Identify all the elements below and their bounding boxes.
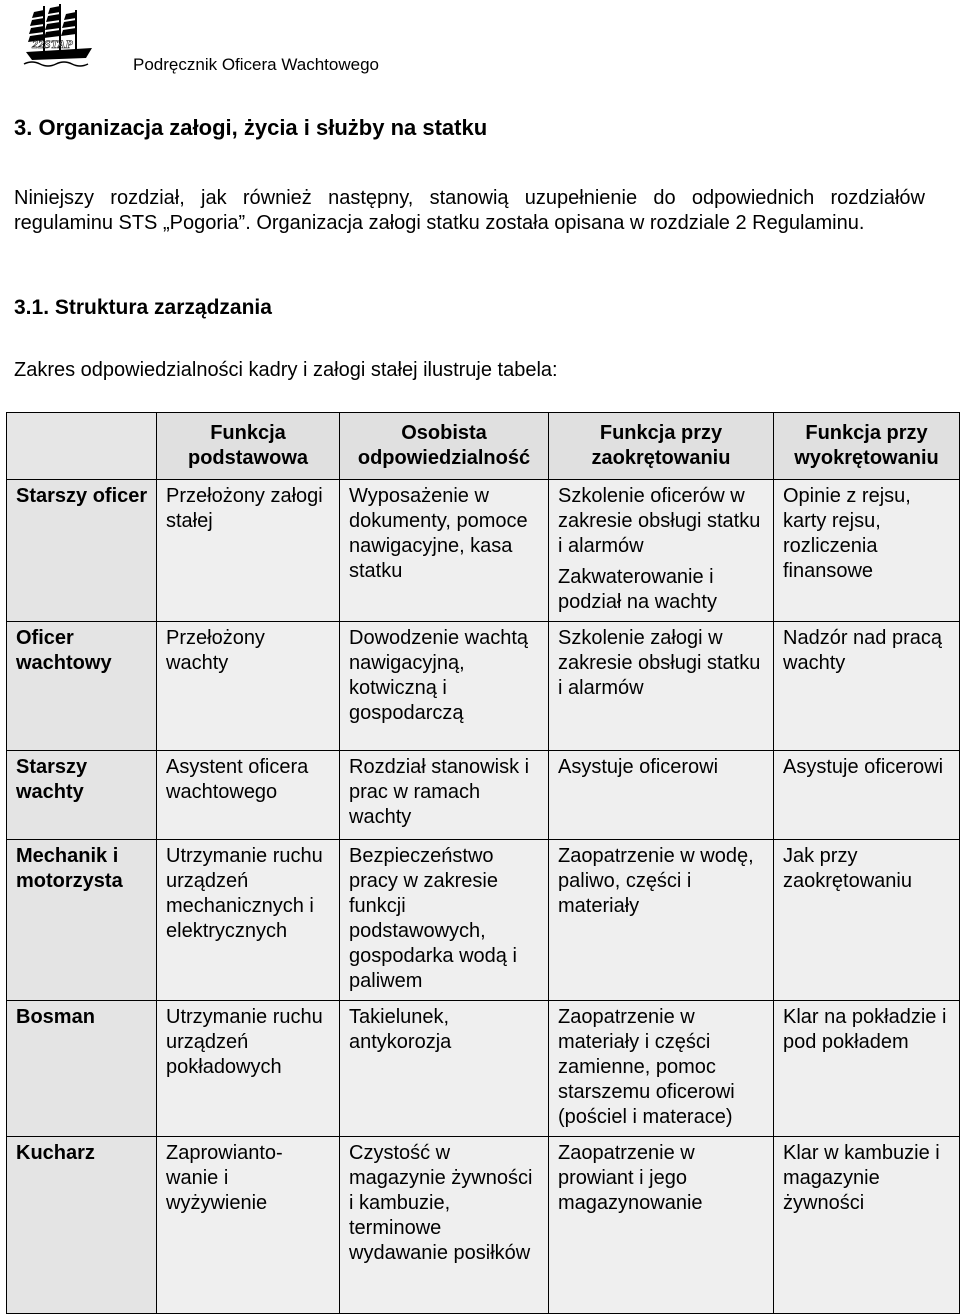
role-cell: Mechanik i motorzysta (7, 840, 157, 1001)
basic-function-cell: Przełożony wachty (157, 622, 340, 751)
header-cell-embarkation-function: Funkcja przy zaokrętowaniu (549, 413, 774, 480)
section-title: 3.1. Struktura zarządzania (14, 296, 272, 319)
page-header (22, 2, 442, 80)
responsibility-table-container (6, 412, 959, 1314)
personal-responsibility-cell: Dowodzenie wachtą nawigacyjną, kotwiczną i gospodarczą (340, 622, 549, 751)
embarkation-cell: Zaopatrzenie w prowiant i jego magazynowanie (549, 1137, 774, 1314)
embarkation-cell: Zaopatrzenie w materiały i części zamienne, pomoc starszemu oficerowi (pościel i materace) (549, 1001, 774, 1137)
disembarkation-cell: Klar w kambuzie i magazynie żywności (774, 1137, 960, 1314)
role-cell: Kucharz (7, 1137, 157, 1314)
header-title: Podręcznik Oficera Wachtowego (133, 55, 379, 74)
embarkation-item: Szkolenie oficerów w zakresie obsługi statku i alarmów (558, 485, 761, 557)
basic-function-cell: Utrzymanie ruchu urządzeń pokładowych (157, 1001, 340, 1137)
table-row (7, 1001, 960, 1137)
header-cell-empty (7, 413, 157, 480)
disembarkation-cell: Opinie z rejsu, karty rejsu, rozliczenia finansowe (774, 480, 960, 622)
disembarkation-cell: Asystuje oficerowi (774, 751, 960, 840)
header-cell-basic-function: Funkcja podstawowa (157, 413, 340, 480)
personal-responsibility-cell: Wyposażenie w dokumenty, pomoce nawigacyjne, kasa statku (340, 480, 549, 622)
embarkation-cell: Szkolenie załogi w zakresie obsługi statku i alarmów (549, 622, 774, 751)
disembarkation-cell: Nadzór nad pracą wachty (774, 622, 960, 751)
personal-responsibility-cell: Takielunek, antykorozja (340, 1001, 549, 1137)
embarkation-item: Zakwaterowanie i podział na wachty (558, 566, 717, 613)
header-cell-disembarkation-function: Funkcja przy wyokrętowaniu (774, 413, 960, 480)
table-row (7, 622, 960, 751)
embarkation-cell: Zaopatrzenie w wodę, paliwo, części i materiały (549, 840, 774, 1001)
table-row (7, 751, 960, 840)
table-intro: Zakres odpowiedzialności kadry i załogi stałej ilustruje tabela: (14, 359, 558, 381)
personal-responsibility-cell: Bezpieczeństwo pracy w zakresie funkcji podstawowych, gospodarka wodą i paliwem (340, 840, 549, 1001)
role-cell: Starszy wachty (7, 751, 157, 840)
personal-responsibility-cell: Rozdział stanowisk i prac w ramach wachty (340, 751, 549, 840)
embarkation-cell (549, 480, 774, 622)
role-cell: Starszy oficer (7, 480, 157, 622)
table-header-row (7, 413, 960, 480)
logo-text: 22STAP (32, 37, 73, 51)
basic-function-cell: Utrzymanie ruchu urządzeń mechanicznych i elektrycznych (157, 840, 340, 1001)
table-row (7, 1137, 960, 1314)
personal-responsibility-cell: Czystość w magazynie żywności i kambuzie, terminowe wydawanie posiłków (340, 1137, 549, 1314)
role-cell: Bosman (7, 1001, 157, 1137)
basic-function-cell: Zaprowianto-wanie i wyżywienie (157, 1137, 340, 1314)
responsibility-table (6, 412, 960, 1314)
embarkation-cell: Asystuje oficerowi (549, 751, 774, 840)
role-cell: Oficer wachtowy (7, 622, 157, 751)
ship-logo-icon (22, 2, 96, 68)
disembarkation-cell: Jak przy zaokrętowaniu (774, 840, 960, 1001)
table-row (7, 480, 960, 622)
table-row (7, 840, 960, 1001)
chapter-title: 3. Organizacja załogi, życia i służby na statku (14, 115, 488, 140)
header-cell-personal-responsibility: Osobista odpowiedzialność (340, 413, 549, 480)
disembarkation-cell: Klar na pokładzie i pod pokładem (774, 1001, 960, 1137)
intro-paragraph: Niniejszy rozdział, jak również następny, stanowią uzupełnienie do odpowiednich rozdziałów regulaminu STS „Pogoria”. Organizacja załogi statku została opisana w rozdziale 2 Regulaminu. (14, 187, 925, 234)
basic-function-cell: Przełożony załogi stałej (157, 480, 340, 622)
basic-function-cell: Asystent oficera wachtowego (157, 751, 340, 840)
